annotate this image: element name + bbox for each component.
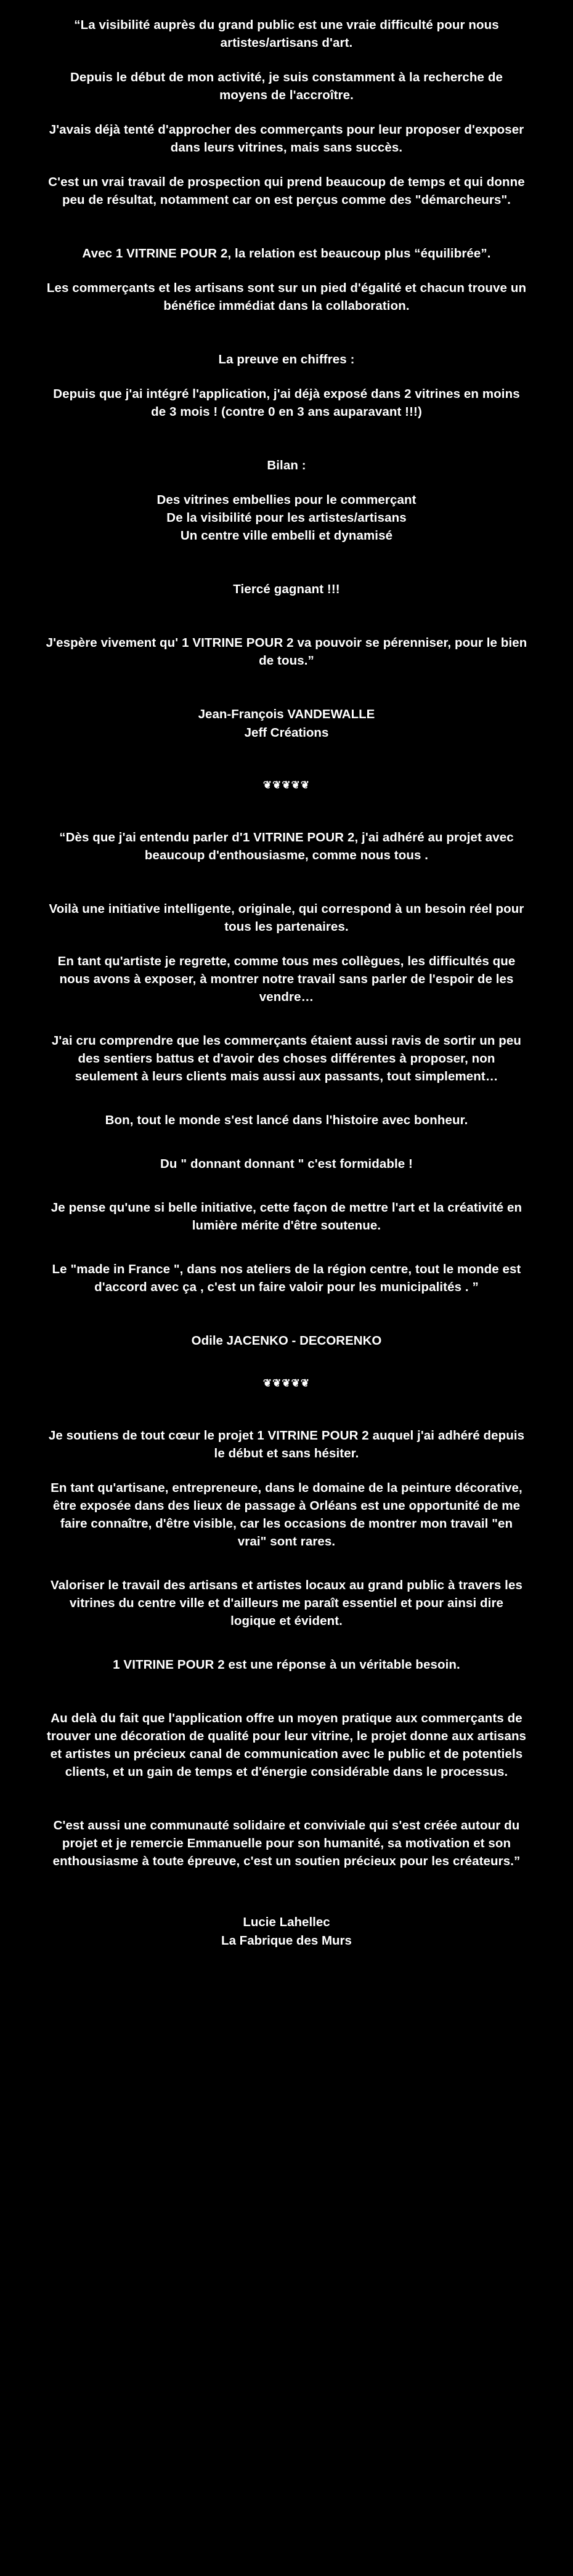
testimonial-paragraph: J'ai cru comprendre que les commerçants étaient aussi ravis de sortir un peu des sentiers battus et d'avoir des choses différentes à proposer, non seulement à leurs clients mais aussi aux passants, tout simplement…: [51, 1034, 522, 1083]
spacer: [46, 742, 527, 778]
spacer: [46, 52, 527, 68]
testimonial-author-name: Jean-François VANDEWALLE: [198, 707, 375, 721]
testimonial-paragraph: Avec 1 VITRINE POUR 2, la relation est beaucoup plus “équilibrée”.: [82, 246, 491, 261]
testimonial-author-name: Lucie Lahellec: [243, 1915, 330, 1929]
testimonial-paragraph: En tant qu'artiste je regrette, comme tous mes collègues, les difficultés que nous avons à exposer, à montrer notre travail sans parler de l'espoir de les vendre…: [57, 954, 516, 1004]
testimonial-paragraph: Au delà du fait que l'application offre un moyen pratique aux commerçants de trouver une décoration de qualité pour leur vitrine, le projet donne aux artisans et artistes un précieux canal de communication avec le public et de potentiels clients, et un gain de temps et d'énergie considérable dans le processus.: [46, 1711, 527, 1779]
testimonial-paragraph: Je pense qu'une si belle initiative, cette façon de mettre l'art et la créativité en lumière mérite d'être soutenue.: [51, 1201, 522, 1233]
testimonial-paragraph: J'espère vivement qu' 1 VITRINE POUR 2 va pouvoir se pérenniser, pour le bien de tous.”: [46, 636, 527, 668]
testimonial-paragraph: J'avais déjà tenté d'approcher des commerçants pour leur proposer d'exposer dans leurs vitrines, mais sans succès.: [49, 123, 524, 155]
testimonial-heading-proof: La preuve en chiffres :: [218, 352, 355, 367]
spacer: [46, 209, 527, 245]
testimonial-paragraph: Bon, tout le monde s'est lancé dans l'histoire avec bonheur.: [105, 1113, 468, 1127]
testimonial-paragraph: En tant qu'artisane, entrepreneure, dans le domaine de la peinture décorative, être exposée dans des lieux de passage à Orléans est une opportunité de me faire connaître, d'être visible, car les occasions de montrer mon travail "en vrai" sont rares.: [51, 1481, 522, 1549]
testimonial-heading-bilan: Bilan :: [267, 458, 306, 472]
testimonial-author-name: Odile JACENKO - DECORENKO: [191, 1334, 382, 1348]
spacer: [46, 1550, 527, 1576]
testimonial-paragraph: C'est un vrai travail de prospection qui prend beaucoup de temps et qui donne peu de résultat, notamment car on est perçus comme des "démarcheurs".: [48, 175, 525, 207]
spacer: [46, 545, 527, 580]
spacer: [46, 421, 527, 456]
testimonial-paragraph: Le "made in France ", dans nos ateliers de la région centre, tout le monde est d'accord avec ça , c'est un faire valoir pour les municipalités . ”: [52, 1262, 521, 1294]
spacer: [46, 1173, 527, 1199]
testimonial-paragraph: Valoriser le travail des artisans et artistes locaux au grand public à travers les vitrines du centre ville et d'ailleurs me paraît essentiel et pour ainsi dire logique et évident.: [51, 1578, 522, 1628]
bilan-item: De la visibilité pour les artistes/artisans: [166, 511, 407, 525]
testimonial-highlight: Tiercé gagnant !!!: [233, 582, 340, 596]
spacer: [46, 1129, 527, 1155]
spacer: [46, 1674, 527, 1709]
testimonial-paragraph: Voilà une initiative intelligente, originale, qui correspond à un besoin réel pour tous les partenaires.: [49, 902, 524, 934]
spacer: [46, 104, 527, 121]
testimonial-paragraph: Depuis le début de mon activité, je suis constamment à la recherche de moyens de l'accroître.: [70, 70, 503, 102]
testimonial-vandewalle: [46, 16, 527, 742]
spacer: [46, 474, 527, 491]
testimonial-author-org: La Fabrique des Murs: [221, 1934, 352, 1948]
testimonial-author-org: Jeff Créations: [244, 726, 329, 740]
testimonial-paragraph: Depuis que j'ai intégré l'application, j'ai déjà exposé dans 2 vitrines en moins de 3 mois ! (contre 0 en 3 ans auparavant !!!): [53, 387, 520, 419]
testimonial-jacenko: [46, 828, 527, 1350]
testimonial-paragraph: Du " donnant donnant " c'est formidable !: [160, 1157, 413, 1171]
spacer: [46, 598, 527, 634]
spacer: [46, 936, 527, 952]
spacer: [46, 1391, 527, 1427]
spacer: [46, 368, 527, 385]
spacer: [46, 793, 527, 828]
testimonial-lahellec: [46, 1427, 527, 1950]
spacer: [46, 156, 527, 173]
bilan-item: Un centre ville embelli et dynamisé: [180, 529, 393, 543]
spacer: [46, 1781, 527, 1817]
spacer: [46, 1234, 527, 1260]
spacer: [46, 1296, 527, 1332]
testimonial-paragraph: Je soutiens de tout cœur le projet 1 VITRINE POUR 2 auquel j'ai adhéré depuis le début et sans hésiter.: [48, 1428, 525, 1460]
spacer: [46, 864, 527, 900]
section-divider: ❦❦❦❦❦: [262, 779, 311, 791]
testimonial-paragraph: “La visibilité auprès du grand public est une vraie difficulté pour nous artistes/artisans d'art.: [74, 18, 499, 50]
spacer: [46, 1870, 527, 1913]
bilan-item: Des vitrines embellies pour le commerçant: [156, 493, 417, 507]
spacer: [46, 262, 527, 279]
testimonial-paragraph: 1 VITRINE POUR 2 est une réponse à un véritable besoin.: [113, 1658, 460, 1672]
testimonial-paragraph: C'est aussi une communauté solidaire et conviviale qui s'est créée autour du projet et je remercie Emmanuelle pour son humanité, sa motivation et son enthousiasme à toute épreuve, c'est un soutien précieux pour les créateurs.”: [52, 1818, 521, 1868]
testimonial-paragraph: Les commerçants et les artisans sont sur un pied d'égalité et chacun trouve un bénéfice immédiat dans la collaboration.: [46, 281, 527, 313]
testimonial-paragraph: “Dès que j'ai entendu parler d'1 VITRINE POUR 2, j'ai adhéré au projet avec beaucoup d'enthousiasme, comme nous tous .: [59, 830, 514, 862]
spacer: [46, 1462, 527, 1479]
spacer: [46, 1350, 527, 1376]
spacer: [46, 1006, 527, 1032]
spacer: [46, 315, 527, 350]
spacer: [46, 670, 527, 705]
spacer: [46, 1085, 527, 1111]
section-divider: ❦❦❦❦❦: [262, 1377, 311, 1389]
spacer: [46, 1630, 527, 1656]
